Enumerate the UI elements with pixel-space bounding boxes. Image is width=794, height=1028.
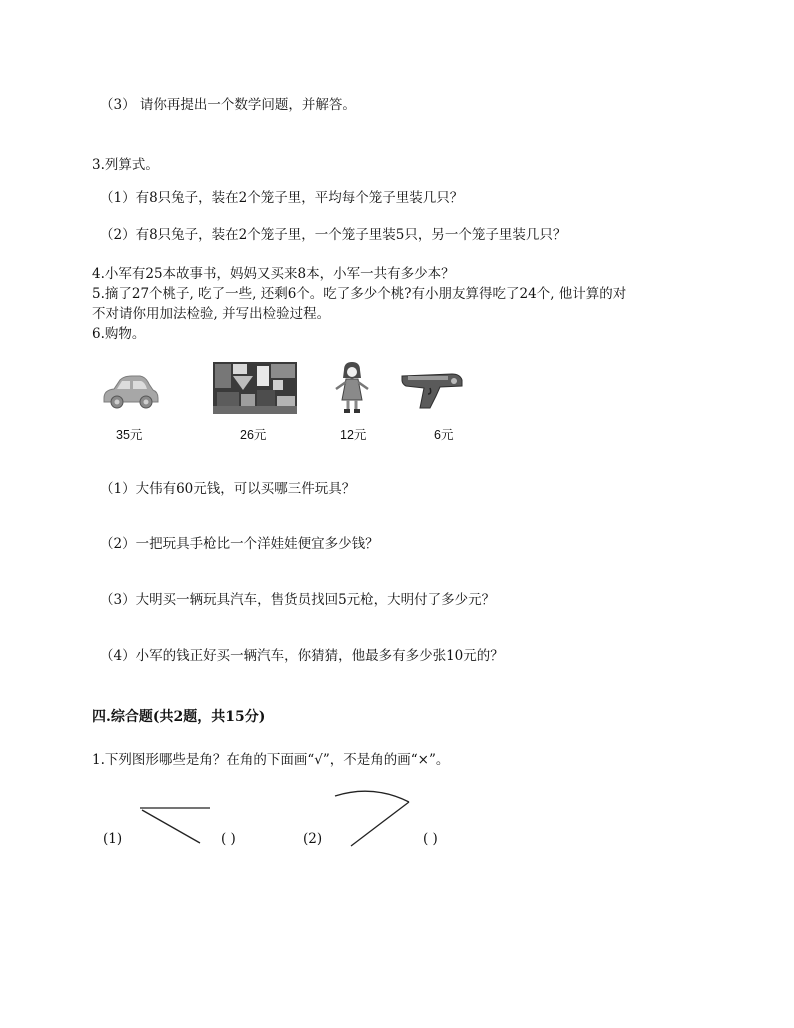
q5-line2: 不对请你用加法检验, 并写出检验过程。 [92,306,331,322]
q3-part2-text: （2）有8只兔子，装在2个笼子里，一个笼子里装5只，另一个笼子里装几只？ [100,227,567,243]
figure2-curve-shape [333,790,413,848]
section4-q1-text: 1.下列图形哪些是角？在角的下面画“√”，不是角的画“×”。 [92,752,450,768]
toy-gun-price: 6元 [434,428,454,442]
toy-car-icon [100,372,160,410]
building-blocks-icon [213,362,297,414]
figure1-angle-shape [138,806,212,846]
figure1-answer-box[interactable]: ( ) [221,831,236,847]
figure2-answer-box[interactable]: ( ) [423,831,438,847]
q3-part1-text: （1）有8只兔子，装在2个笼子里，平均每个笼子里装几只？ [100,190,464,206]
q6-title: 6.购物。 [92,326,146,342]
q3-title: 3.列算式。 [92,157,159,173]
q4-text: 4.小军有25本故事书，妈妈又买来8本，小军一共有多少本？ [92,266,455,282]
q6-part2-text: （2）一把玩具手枪比一个洋娃娃便宜多少钱？ [100,536,379,552]
figure1-label: (1) [103,831,123,847]
q6-part3-text: （3）大明买一辆玩具汽车，售货员找回5元枪，大明付了多少元？ [100,592,496,608]
q5-line1: 5.摘了27个桃子, 吃了一些, 还剩6个。吃了多少个桃?有小朋友算得吃了24个, 他计算的对 [92,286,627,302]
doll-price: 12元 [340,428,367,442]
q6-part1-text: （1）大伟有60元钱，可以买哪三件玩具？ [100,481,356,497]
doll-icon [330,362,374,414]
building-blocks-price: 26元 [240,428,267,442]
q6-part4-text: （4）小军的钱正好买一辆汽车，你猜猜，他最多有多少张10元的？ [100,648,504,664]
toy-gun-icon [400,370,468,410]
figure2-label: (2) [303,831,323,847]
q2-part3-text: （3） 请你再提出一个数学问题，并解答。 [100,97,356,113]
toy-car-price: 35元 [116,428,143,442]
section4-heading: 四.综合题(共2题，共15分) [92,709,266,725]
